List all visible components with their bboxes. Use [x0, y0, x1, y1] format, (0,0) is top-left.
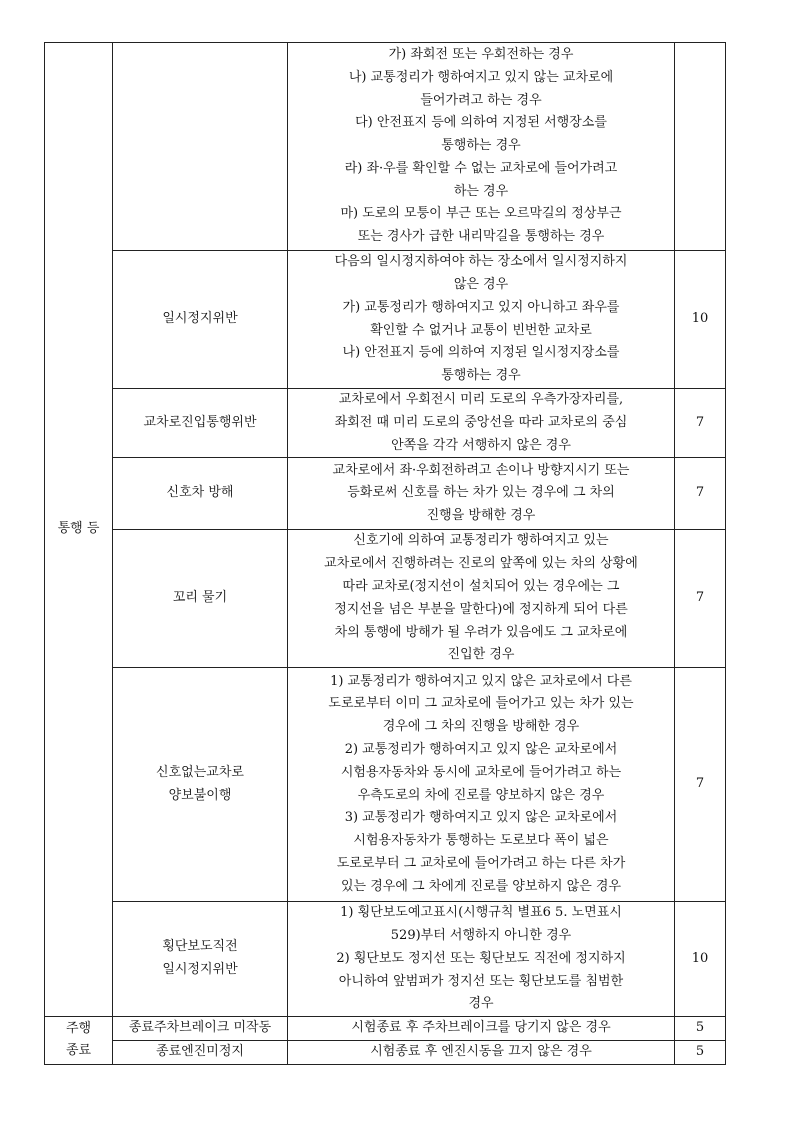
points-cell: [675, 43, 726, 251]
description-cell: 신호기에 의하여 교통정리가 행하여지고 있는 교차로에서 진행하려는 진로의 앞쪽에 있는 차의 상황에 따라 교차로(정지선이 설치되어 있는 경우에는 그 정지선을 넘은 부분을 말한다)에 정지하게 되어 다른 차의 통행에 방해가 될 우려가 있음에도 그 교차로에 진입한 경우: [288, 530, 675, 668]
points-cell: 7: [675, 458, 726, 530]
description-cell: 시험종료 후 주차브레이크를 당기지 않은 경우: [288, 1017, 675, 1041]
item-cell: 횡단보도직전 일시정지위반: [113, 902, 288, 1017]
table-row: [45, 1040, 726, 1064]
description-cell: 1) 횡단보도예고표시(시행규칙 별표6 5. 노면표시 529)부터 서행하지 아니한 경우 2) 횡단보도 정지선 또는 횡단보도 직전에 정지하지 아니하여 앞범퍼가 정지선 또는 횡단보도를 침범한 경우: [288, 902, 675, 1017]
points-cell: 5: [675, 1040, 726, 1064]
item-cell: 일시정지위반: [113, 251, 288, 389]
item-cell: 꼬리 물기: [113, 530, 288, 668]
table-row: [45, 458, 726, 530]
points-cell: 7: [675, 389, 726, 458]
description-cell: 시험종료 후 엔진시동을 끄지 않은 경우: [288, 1040, 675, 1064]
item-cell: 종료주차브레이크 미작동: [113, 1017, 288, 1041]
description-cell: 가) 좌회전 또는 우회전하는 경우 나) 교통정리가 행하여지고 있지 않는 교차로에 들어가려고 하는 경우 다) 안전표지 등에 의하여 지정된 서행장소를 통행하는 경우 라) 좌·우를 확인할 수 없는 교차로에 들어가려고 하는 경우 마) 도로의 모퉁이 부근 또는 오르막길의 정상부근 또는 경사가 급한 내리막길을 통행하는 경우: [288, 43, 675, 251]
item-cell: 신호없는교차로 양보불이행: [113, 668, 288, 902]
category-cell: 통행 등: [45, 43, 113, 1017]
evaluation-table: [44, 42, 726, 1065]
item-cell: 신호차 방해: [113, 458, 288, 530]
item-cell: [113, 43, 288, 251]
table-row: [45, 668, 726, 902]
points-cell: 7: [675, 668, 726, 902]
table-row: [45, 251, 726, 389]
table-row: [45, 43, 726, 251]
category-cell: 주행 종료: [45, 1017, 113, 1065]
table-row: [45, 1017, 726, 1041]
table-row: [45, 530, 726, 668]
description-cell: 다음의 일시정지하여야 하는 장소에서 일시정지하지 않은 경우 가) 교통정리가 행하여지고 있지 아니하고 좌우를 확인할 수 없거나 교통이 빈번한 교차로 나) 안전표지 등에 의하여 지정된 일시정지장소를 통행하는 경우: [288, 251, 675, 389]
table-row: [45, 902, 726, 1017]
item-cell: 교차로진입통행위반: [113, 389, 288, 458]
item-cell: 종료엔진미정지: [113, 1040, 288, 1064]
description-cell: 교차로에서 우회전시 미리 도로의 우측가장자리를, 좌회전 때 미리 도로의 중앙선을 따라 교차로의 중심 안쪽을 각각 서행하지 않은 경우: [288, 389, 675, 458]
table-row: [45, 389, 726, 458]
points-cell: 7: [675, 530, 726, 668]
points-cell: 10: [675, 902, 726, 1017]
points-cell: 5: [675, 1017, 726, 1041]
description-cell: 1) 교통정리가 행하여지고 있지 않은 교차로에서 다른 도로로부터 이미 그 교차로에 들어가고 있는 차가 있는 경우에 그 차의 진행을 방해한 경우 2) 교통정리가 행하여지고 있지 않은 교차로에서 시험용자동차와 동시에 교차로에 들어가려고 하는 우측도로의 차에 진로를 양보하지 않은 경우 3) 교통정리가 행하여지고 있지 않은 교차로에서 시험용자동차가 통행하는 도로보다 폭이 넓은 도로로부터 그 교차로에 들어가려고 하는 다른 차가 있는 경우에 그 차에게 진로를 양보하지 않은 경우: [288, 668, 675, 902]
description-cell: 교차로에서 좌·우회전하려고 손이나 방향지시기 또는 등화로써 신호를 하는 차가 있는 경우에 그 차의 진행을 방해한 경우: [288, 458, 675, 530]
points-cell: 10: [675, 251, 726, 389]
